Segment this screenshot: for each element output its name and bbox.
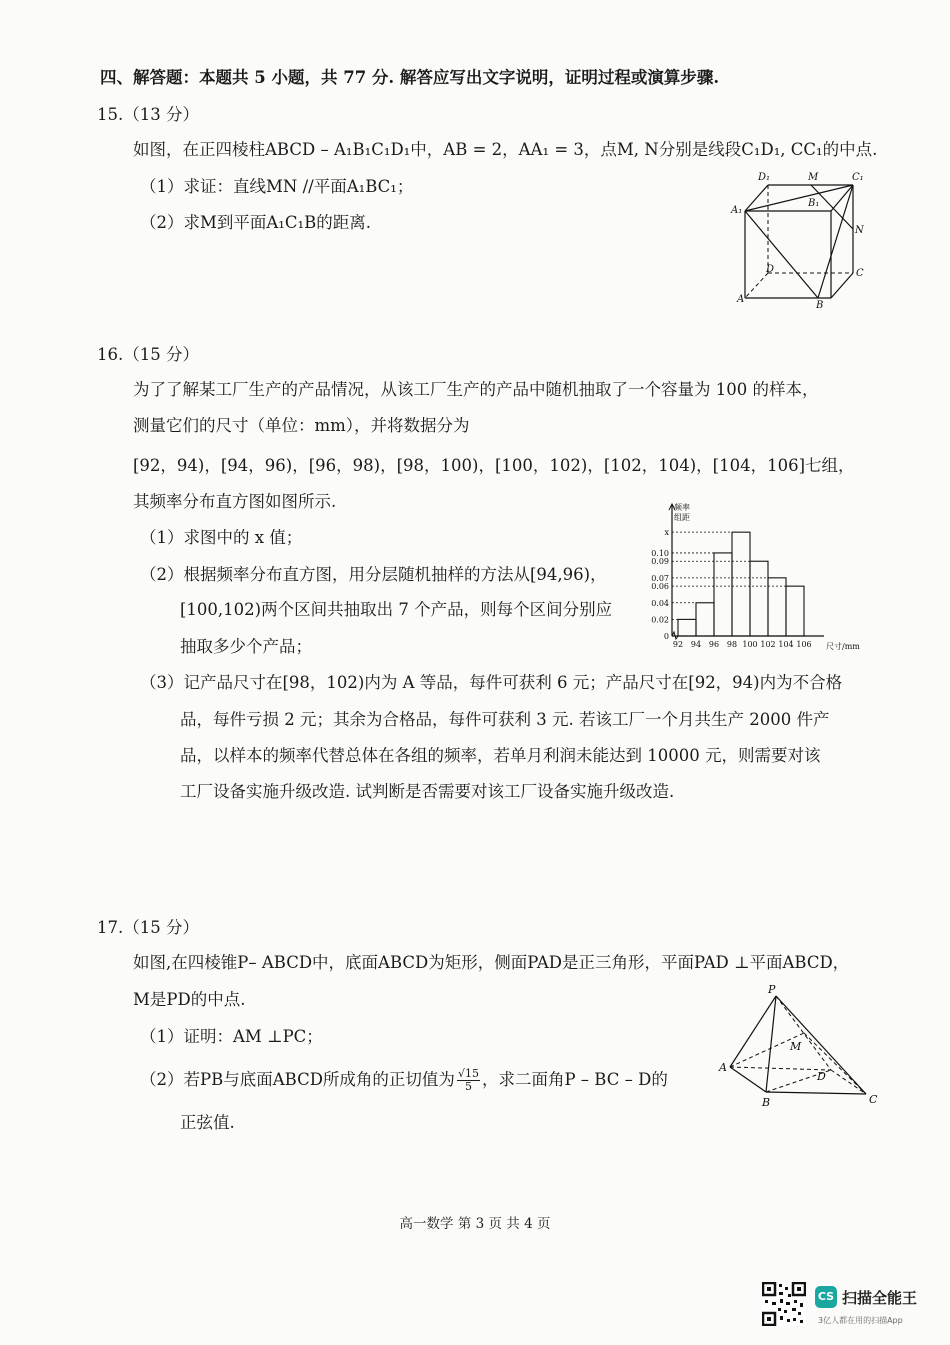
q15-label: D	[766, 264, 775, 275]
q17-part2-end: 正弦值.	[180, 1113, 235, 1132]
q17-part2	[140, 1068, 668, 1093]
q15-label: N	[855, 225, 864, 236]
hist-x-tick-label: 96	[708, 640, 720, 649]
q15-label: A₁	[731, 205, 743, 216]
q16-part2-b: [100,102)两个区间共抽取出 7 个产品，则每个区间分别应	[180, 600, 613, 619]
hist-ylabel-bottom: 组距	[674, 513, 690, 522]
q16-line1: 为了了解某工厂生产的产品情况，从该工厂生产的产品中随机抽取了一个容量为 100 的样本，	[133, 380, 819, 399]
q17-part2-pre: （2）若PB与底面ABCD所成角的正切值为	[140, 1070, 455, 1089]
q15-label: B	[816, 300, 824, 311]
frac-den: 5	[464, 1080, 472, 1093]
q17-part1: （1）证明：AM ⊥PC；	[140, 1027, 323, 1046]
q16-part2-c: 抽取多少个产品；	[180, 637, 312, 656]
hist-xlabel: 尺寸/mm	[826, 642, 860, 651]
q15-part1: （1）求证：直线MN //平面A₁BC₁；	[140, 177, 414, 196]
q16-line2: 测量它们的尺寸（单位：mm），并将数据分为	[133, 416, 470, 435]
q16-number: 16.（15 分）	[97, 345, 199, 364]
hist-y-tick-label: 0.02	[651, 615, 669, 625]
section-header: 四、解答题：本题共 5 小题，共 77 分. 解答应写出文字说明，证明过程或演算步骤.	[100, 68, 720, 87]
hist-y-tick-label: 0.09	[651, 557, 669, 567]
hist-x-tick-label: 104	[778, 640, 794, 649]
hist-y-tick-label: 0.07	[651, 573, 669, 583]
hist-y-tick-label: 0	[663, 632, 669, 641]
q17-stem: 如图,在四棱锥P– ABCD中，底面ABCD为矩形，侧面PAD是正三角形，平面PAD ⊥平面ABCD，	[133, 953, 850, 972]
q17-label: C	[869, 1093, 878, 1106]
q15-prism-figure	[728, 168, 868, 313]
scanner-app-name: 扫描全能王	[842, 1289, 918, 1307]
qr-code-icon	[762, 1282, 806, 1326]
page-footer: 高一数学 第 3 页 共 4 页	[399, 1216, 551, 1232]
q15-label: C₁	[852, 172, 864, 183]
q17-label: P	[768, 983, 776, 996]
q15-label: A	[737, 294, 745, 305]
q17-number: 17.（15 分）	[97, 918, 199, 937]
scanner-app-tagline: 3亿人都在用的扫描App	[818, 1316, 903, 1325]
q16-part3-c: 品，以样本的频率代替总体在各组的频率，若单月利润未能达到 10000 元，则需要对该	[180, 746, 821, 765]
hist-bar	[732, 532, 750, 636]
q15-part2: （2）求M到平面A₁C₁B的距离.	[140, 213, 372, 232]
q17-label: A	[719, 1061, 727, 1074]
hist-x-tick-label: 98	[726, 640, 738, 649]
q16-part2-a: （2）根据频率分布直方图，用分层随机抽样的方法从[94,96)，	[140, 565, 607, 584]
q17-pyramid-figure	[718, 982, 884, 1110]
frac-num: √15	[457, 1067, 479, 1080]
hist-y-tick-label: 0.04	[651, 598, 669, 608]
q15-label: B₁	[808, 198, 820, 209]
q15-number: 15.（13 分）	[97, 105, 199, 124]
q17-part2-post: ，求二面角P – BC – D的	[481, 1070, 668, 1089]
q15-label: D₁	[758, 172, 771, 183]
q17-label: D	[817, 1070, 826, 1083]
hist-bar	[750, 561, 768, 636]
q15-label: C	[856, 268, 864, 279]
hist-bar	[678, 619, 696, 636]
q17-stem2: M是PD的中点.	[133, 990, 246, 1009]
hist-y-tick-label: x	[664, 528, 669, 538]
q16-part3-d: 工厂设备实施升级改造. 试判断是否需要对该工厂设备实施升级改造.	[180, 782, 675, 801]
hist-x-tick-label: 100	[742, 640, 758, 649]
q16-part1: （1）求图中的 x 值；	[140, 528, 303, 547]
hist-bar	[768, 578, 786, 636]
scanner-logo: CS	[815, 1286, 837, 1308]
q16-line3: [92，94)，[94，96)，[96，98)，[98，100)，[100，102)，[102，104)，[104，106]七组，	[133, 456, 855, 475]
hist-x-tick-label: 102	[760, 640, 776, 649]
hist-bar	[786, 586, 804, 636]
q17-label: B	[762, 1096, 771, 1109]
hist-bar	[696, 603, 714, 636]
hist-y-tick-label: 0.06	[651, 582, 669, 592]
q15-label: M	[808, 172, 819, 183]
q16-line4: 其频率分布直方图如图所示.	[133, 492, 337, 511]
hist-x-tick-label: 92	[672, 640, 684, 649]
q16-part3-b: 品，每件亏损 2 元；其余为合格品，每件可获利 3 元. 若该工厂一个月共生产 2000 件产	[180, 710, 830, 729]
hist-bar	[714, 553, 732, 636]
hist-ylabel-top: 频率	[674, 503, 690, 512]
q17-label: M	[790, 1040, 802, 1053]
hist-x-tick-label: 106	[796, 640, 812, 649]
hist-x-tick-label: 94	[690, 640, 702, 649]
q16-part3-a: （3）记产品尺寸在[98，102)内为 A 等品，每件可获利 6 元；产品尺寸在[92，94)内为不合格	[140, 673, 843, 692]
q16-histogram	[620, 498, 876, 658]
hist-y-tick-label: 0.10	[651, 548, 669, 558]
q15-stem: 如图，在正四棱柱ABCD – A₁B₁C₁D₁中，AB = 2，AA₁ = 3，点M, N分别是线段C₁D₁, CC₁的中点.	[133, 140, 878, 159]
tangent-fraction	[457, 1068, 480, 1093]
